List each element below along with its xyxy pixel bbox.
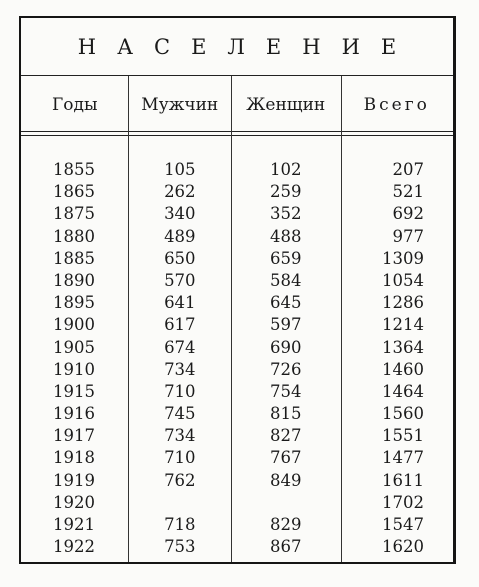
- cell-women: 829: [270, 515, 302, 534]
- header-total: Всего: [363, 95, 430, 115]
- cell-total: 1560: [382, 404, 424, 424]
- cell-men: 734: [164, 426, 196, 446]
- cell-women: 690: [270, 337, 302, 357]
- cell-year: 1919: [53, 470, 95, 490]
- table-body: [21, 159, 453, 558]
- cell-men: 641: [164, 293, 196, 313]
- cell-men: 262: [164, 182, 196, 202]
- cell-women: 102: [270, 160, 302, 179]
- cell-men: 570: [164, 270, 196, 290]
- table-row: [21, 359, 453, 381]
- cell-total: 1477: [382, 448, 424, 468]
- cell-total: 1214: [382, 315, 424, 335]
- cell-women: 645: [270, 293, 302, 313]
- table-row: [21, 314, 453, 336]
- cell-women: 488: [270, 226, 302, 246]
- cell-year: 1921: [53, 515, 95, 534]
- cell-year: 1910: [53, 359, 95, 379]
- cell-total: 1054: [382, 270, 424, 290]
- cell-year: 1890: [53, 270, 95, 290]
- cell-total: 207: [392, 160, 424, 179]
- cell-year: 1922: [53, 537, 95, 557]
- cell-total: 1286: [382, 293, 424, 313]
- cell-men: 489: [164, 226, 196, 246]
- cell-men: 340: [164, 204, 196, 224]
- cell-men: 762: [164, 470, 196, 490]
- cell-total: 1464: [382, 381, 424, 401]
- table-row: [21, 536, 453, 558]
- cell-women: 867: [270, 537, 302, 557]
- cell-total: 1611: [382, 470, 424, 490]
- table-row: [21, 226, 453, 248]
- table-row: [21, 292, 453, 314]
- cell-total: 1547: [382, 515, 424, 534]
- cell-women: 259: [270, 182, 302, 202]
- cell-women: [231, 492, 340, 514]
- cell-total: 1460: [382, 359, 424, 379]
- cell-total: 1620: [382, 537, 424, 557]
- table-row: [21, 270, 453, 292]
- cell-year: 1855: [53, 160, 95, 179]
- cell-year: 1900: [53, 315, 95, 335]
- cell-year: 1885: [53, 248, 95, 268]
- cell-men: 674: [164, 337, 196, 357]
- cell-year: 1895: [53, 293, 95, 313]
- cell-women: 849: [270, 470, 302, 490]
- table-row: [21, 248, 453, 270]
- header-years: Годы: [52, 95, 98, 115]
- cell-women: 352: [270, 204, 302, 224]
- cell-men: 745: [164, 404, 196, 424]
- cell-women: 659: [270, 248, 302, 268]
- table-row: [21, 203, 453, 225]
- cell-total: 521: [392, 182, 424, 202]
- table-title: НАСЕЛЕНИЕ: [21, 18, 453, 76]
- cell-women: 815: [270, 404, 302, 424]
- cell-year: 1905: [53, 337, 95, 357]
- table-row: [21, 337, 453, 359]
- cell-year: 1915: [53, 381, 95, 401]
- table-row: [21, 381, 453, 403]
- cell-year: 1917: [53, 426, 95, 446]
- table-header-row: [21, 76, 453, 134]
- cell-year: 1875: [53, 204, 95, 224]
- table-row: [21, 403, 453, 425]
- cell-men: [129, 492, 231, 514]
- table-row: [21, 425, 453, 447]
- cell-men: 734: [164, 359, 196, 379]
- table-row: [21, 470, 453, 492]
- cell-women: 754: [270, 381, 302, 401]
- cell-men: 710: [164, 448, 196, 468]
- cell-total: 1309: [382, 248, 424, 268]
- cell-men: 105: [164, 160, 196, 179]
- cell-men: 710: [164, 381, 196, 401]
- cell-total: 1364: [382, 337, 424, 357]
- header-women: Женщин: [246, 95, 326, 115]
- cell-total: 1702: [382, 492, 424, 512]
- cell-year: 1880: [53, 226, 95, 246]
- cell-men: 617: [164, 315, 196, 335]
- cell-men: 753: [164, 537, 196, 557]
- cell-women: 726: [270, 359, 302, 379]
- cell-year: 1916: [53, 404, 95, 424]
- header-double-rule: [21, 131, 453, 136]
- cell-men: 718: [164, 515, 196, 534]
- population-table: [19, 16, 456, 564]
- table-row: [21, 181, 453, 203]
- table-row: [21, 447, 453, 469]
- cell-year: 1865: [53, 182, 95, 202]
- table-row: [21, 159, 453, 181]
- cell-men: 650: [164, 248, 196, 268]
- cell-women: 827: [270, 426, 302, 446]
- cell-total: 1551: [382, 426, 424, 446]
- cell-year: 1920: [53, 492, 95, 512]
- cell-total: 977: [392, 226, 424, 246]
- cell-women: 597: [270, 315, 302, 335]
- table-row: [21, 514, 453, 536]
- cell-women: 767: [270, 448, 302, 468]
- cell-women: 584: [270, 270, 302, 290]
- cell-year: 1918: [53, 448, 95, 468]
- table-row: [21, 492, 453, 514]
- header-men: Мужчин: [141, 95, 219, 115]
- cell-total: 692: [392, 204, 424, 224]
